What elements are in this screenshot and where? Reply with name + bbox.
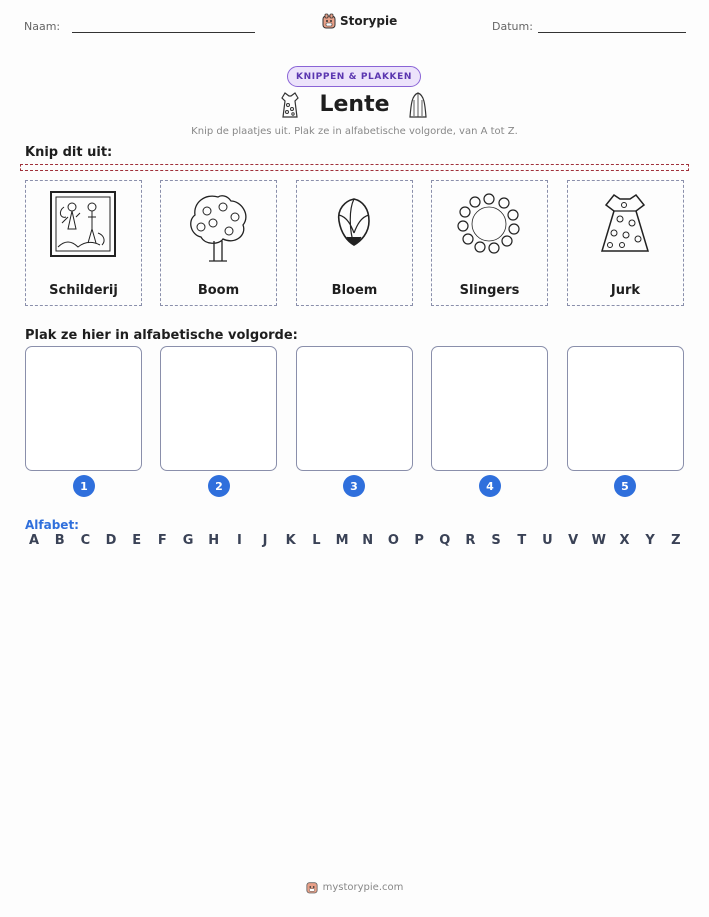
alphabet-letter: H <box>208 533 220 548</box>
paste-slot[interactable] <box>25 346 142 471</box>
wreath-icon <box>454 189 524 259</box>
alphabet-letter: Z <box>671 533 681 548</box>
storypie-mascot-icon <box>306 880 318 894</box>
alphabet-letter: O <box>387 533 399 548</box>
alphabet-letter: L <box>312 533 321 548</box>
cut-card[interactable] <box>25 180 142 306</box>
tree-icon <box>183 189 253 265</box>
alphabet-letter: K <box>285 533 296 548</box>
instructions: Knip de plaatjes uit. Plak ze in alfabetische volgorde, van A tot Z. <box>191 126 518 137</box>
alphabet-letter: R <box>465 533 476 548</box>
paste-slot[interactable] <box>567 346 684 471</box>
date-line[interactable] <box>538 32 686 33</box>
flower-icon <box>319 189 389 259</box>
paste-slot[interactable] <box>431 346 548 471</box>
alphabet-letter: V <box>568 533 579 548</box>
logo-text: Storypie <box>340 14 398 28</box>
alphabet-title: Alfabet: <box>25 518 79 532</box>
paste-section-title: Plak ze hier in alfabetische volgorde: <box>25 328 298 343</box>
alphabet-letter: M <box>335 533 349 548</box>
cut-card[interactable] <box>431 180 548 306</box>
dress-icon <box>590 189 660 259</box>
cut-line <box>20 164 689 171</box>
footer-url[interactable]: mystorypie.com <box>322 881 404 893</box>
alphabet-row <box>25 533 685 548</box>
paste-slot[interactable] <box>296 346 413 471</box>
storypie-logo <box>322 13 397 29</box>
slot-number: 4 <box>479 475 501 497</box>
slot-number: 3 <box>343 475 365 497</box>
alphabet-letter: G <box>182 533 194 548</box>
name-label: Naam: <box>24 20 61 33</box>
alphabet-letter: Q <box>439 533 451 548</box>
card-label: Jurk <box>610 283 641 298</box>
cut-section-title: Knip dit uit: <box>25 145 113 160</box>
alphabet-letter: T <box>517 533 527 548</box>
slot-number: 1 <box>73 475 95 497</box>
storypie-mascot-icon <box>322 13 336 29</box>
alphabet-letter: E <box>132 533 142 548</box>
alphabet-letter: J <box>262 533 268 548</box>
alphabet-letter: P <box>414 533 424 548</box>
cut-card[interactable] <box>296 180 413 306</box>
painting-icon <box>48 189 118 259</box>
activity-badge: KNIPPEN & PLAKKEN <box>287 66 421 87</box>
card-label: Boom <box>197 283 240 298</box>
card-label: Bloem <box>331 283 378 298</box>
cut-card[interactable] <box>567 180 684 306</box>
alphabet-letter: U <box>542 533 553 548</box>
alphabet-letter: C <box>80 533 91 548</box>
alphabet-letter: W <box>591 533 606 548</box>
paste-slot[interactable] <box>160 346 277 471</box>
date-label: Datum: <box>492 20 533 33</box>
slot-number: 5 <box>614 475 636 497</box>
alphabet-letter: F <box>157 533 167 548</box>
alphabet-letter: S <box>491 533 501 548</box>
card-label: Schilderij <box>49 283 118 298</box>
alphabet-letter: D <box>105 533 117 548</box>
footer <box>0 880 709 894</box>
alphabet-letter: Y <box>645 533 655 548</box>
alphabet-letter: A <box>28 533 40 548</box>
alphabet-letter: I <box>236 533 242 548</box>
card-label: Slingers <box>459 283 520 298</box>
name-line[interactable] <box>72 32 255 33</box>
alphabet-letter: B <box>54 533 65 548</box>
cut-card[interactable] <box>160 180 277 306</box>
veil-doodle-icon <box>406 90 432 120</box>
slot-number: 2 <box>208 475 230 497</box>
alphabet-letter: X <box>619 533 630 548</box>
alphabet-letter: N <box>362 533 374 548</box>
page-title: Lente <box>319 92 390 117</box>
